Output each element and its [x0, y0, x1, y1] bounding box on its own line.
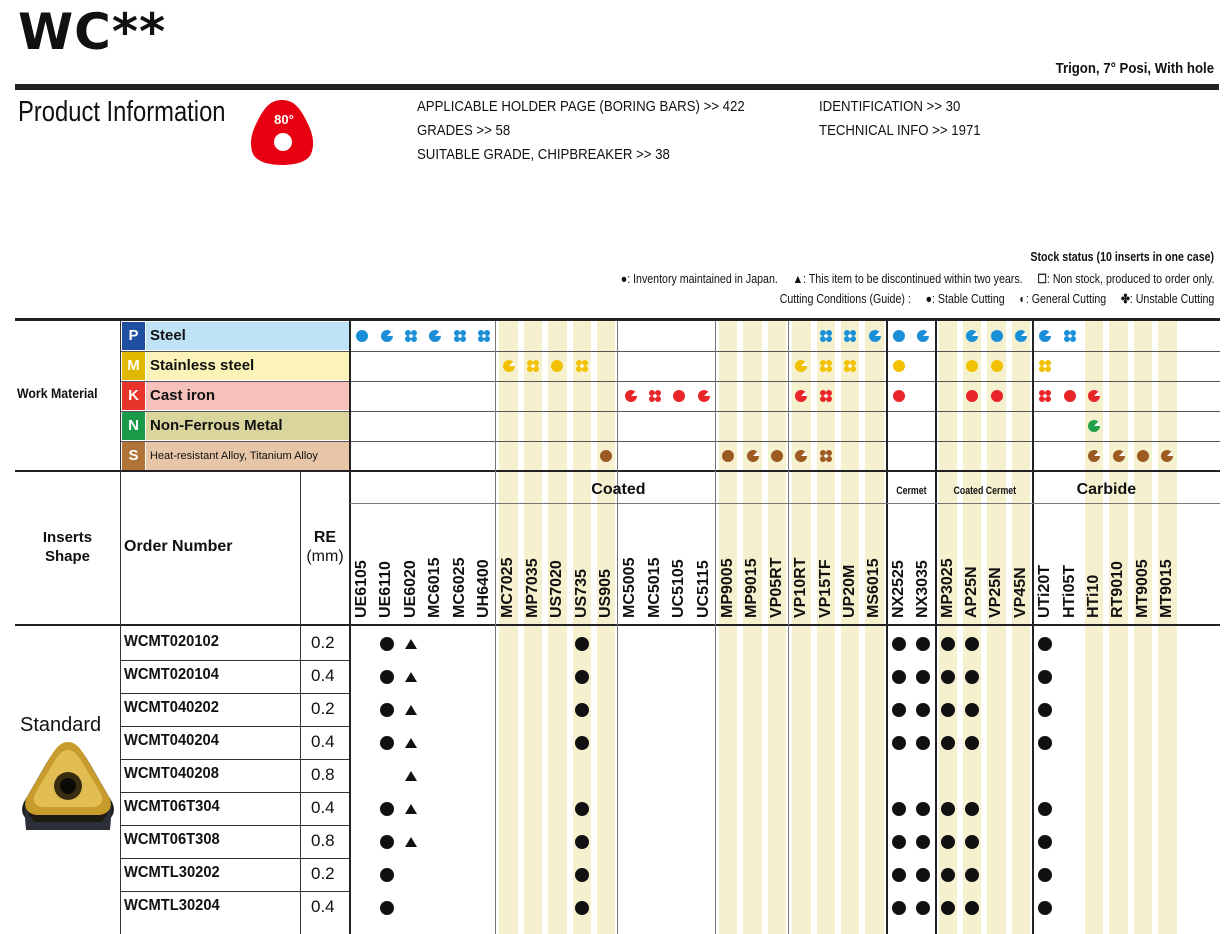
grid-line: [120, 660, 350, 661]
grid-line: [617, 321, 618, 934]
grid-line: [935, 321, 937, 934]
grade-header: HTi05T: [1060, 564, 1078, 618]
inventory-dot-icon: [891, 636, 907, 652]
material-name: Heat-resistant Alloy, Titanium Alloy: [150, 450, 318, 462]
inventory-dot-icon: ●: [620, 272, 627, 286]
discontinued-triangle-icon: [403, 735, 419, 751]
discontinued-triangle-icon: [403, 801, 419, 817]
grade-header: MC6025: [450, 557, 468, 618]
material-name: Non-Ferrous Metal: [150, 417, 283, 434]
grade-header: US735: [572, 569, 590, 618]
order-number[interactable]: WCMTL30202: [124, 864, 220, 881]
grade-header: UTi20T: [1036, 564, 1054, 618]
discontinued-triangle-icon: [403, 669, 419, 685]
material-code: K: [122, 382, 145, 410]
re-value: 0.8: [311, 765, 335, 784]
inventory-dot-icon: [1037, 867, 1053, 883]
inventory-dot-icon: [574, 900, 590, 916]
stable-cutting-icon: [598, 448, 614, 464]
inventory-dot-icon: [1037, 834, 1053, 850]
unstable-cutting-icon: [818, 448, 834, 464]
grade-column-stripe: [548, 321, 566, 934]
grid-line: [120, 792, 350, 793]
grid-line: [495, 321, 496, 934]
grid-line: [120, 693, 350, 694]
grade-header: MC5005: [621, 557, 639, 618]
inventory-dot-icon: [891, 834, 907, 850]
grade-header: VP10RT: [792, 557, 810, 618]
grade-header: VP25N: [987, 567, 1005, 618]
grade-header: MP9015: [743, 558, 761, 618]
material-code: P: [122, 322, 145, 350]
general-cutting-icon: [1013, 328, 1029, 344]
inventory-dot-icon: [379, 636, 395, 652]
grade-header: MC5015: [645, 557, 663, 618]
order-number[interactable]: WCMT06T308: [124, 831, 220, 848]
inserts-shape-header: Inserts Shape: [42, 529, 93, 565]
stable-cutting-icon: [1135, 448, 1151, 464]
grade-header: UC5115: [694, 560, 712, 618]
inventory-dot-icon: [574, 636, 590, 652]
stable-cutting-icon: [989, 388, 1005, 404]
inventory-dot-icon: [915, 702, 931, 718]
grid-line: [715, 321, 716, 934]
inventory-dot-icon: [1037, 735, 1053, 751]
holder-page-link[interactable]: APPLICABLE HOLDER PAGE (BORING BARS) >> 422: [417, 98, 745, 115]
non-stock-box-icon: ☐: [1036, 272, 1047, 286]
inventory-dot-icon: [574, 735, 590, 751]
technical-info-link[interactable]: TECHNICAL INFO >> 1971: [819, 122, 981, 139]
inventory-dot-icon: [915, 900, 931, 916]
material-name: Cast iron: [150, 387, 216, 404]
unstable-cutting-icon: [574, 358, 590, 374]
inventory-dot-icon: [915, 834, 931, 850]
stable-cutting-icon: [891, 388, 907, 404]
grade-header: UC5105: [670, 559, 688, 618]
work-material-label: Work Material: [17, 385, 98, 401]
inventory-dot-icon: [964, 801, 980, 817]
general-cutting-icon: [793, 388, 809, 404]
grade-column-stripe: [1134, 321, 1152, 934]
inventory-dot-icon: [574, 669, 590, 685]
inventory-dot-icon: [574, 702, 590, 718]
inventory-dot-icon: [915, 867, 931, 883]
discontinued-triangle-icon: [403, 768, 419, 784]
inventory-dot-icon: [891, 801, 907, 817]
inventory-dot-icon: [940, 900, 956, 916]
category-label: Standard: [20, 714, 102, 736]
general-cutting-icon: ◐: [1019, 292, 1026, 306]
grade-group-label: Coated: [591, 481, 646, 498]
general-cutting-icon: [915, 328, 931, 344]
grade-column-stripe: [1158, 321, 1176, 934]
grade-column-stripe: [792, 321, 810, 934]
grade-header: UH6400: [475, 559, 492, 618]
inventory-dot-icon: [891, 900, 907, 916]
grade-column-stripe: [1012, 321, 1030, 934]
stable-cutting-icon: [891, 358, 907, 374]
general-cutting-icon: [1037, 328, 1053, 344]
unstable-cutting-icon: [842, 358, 858, 374]
grade-header: AP25N: [963, 566, 980, 618]
material-name: Stainless steel: [150, 357, 255, 374]
inventory-dot-icon: [891, 735, 907, 751]
grade-header: VP15TF: [816, 559, 834, 618]
re-header: RE (mm): [306, 529, 344, 565]
unstable-cutting-icon: [842, 328, 858, 344]
inventory-dot-icon: [940, 735, 956, 751]
re-value: 0.4: [311, 897, 335, 916]
inventory-dot-icon: [379, 834, 395, 850]
grade-group-label: Coated Cermet: [953, 485, 1016, 497]
unstable-cutting-icon: [452, 328, 468, 344]
grade-column-stripe: [865, 321, 883, 934]
stable-cutting-icon: ●: [925, 292, 932, 306]
stable-cutting-icon: [989, 358, 1005, 374]
unstable-cutting-icon: [403, 328, 419, 344]
general-cutting-icon: [793, 448, 809, 464]
stable-cutting-icon: [354, 328, 370, 344]
general-cutting-icon: [867, 328, 883, 344]
re-value: 0.2: [311, 864, 335, 883]
discontinued-triangle-icon: [403, 702, 419, 718]
grid-line: [120, 825, 350, 826]
stable-cutting-icon: [671, 388, 687, 404]
re-value: 0.2: [311, 633, 335, 652]
stable-cutting-icon: [720, 448, 736, 464]
unstable-cutting-icon: [647, 388, 663, 404]
unstable-cutting-icon: [525, 358, 541, 374]
general-cutting-icon: [501, 358, 517, 374]
general-cutting-icon: [379, 328, 395, 344]
grade-column-stripe: [524, 321, 542, 934]
stable-cutting-icon: [964, 388, 980, 404]
stock-status-note: Stock status (10 inserts in one case): [1030, 250, 1214, 264]
inventory-dot-icon: [964, 669, 980, 685]
suitable-grade-link[interactable]: SUITABLE GRADE, CHIPBREAKER >> 38: [417, 146, 670, 163]
discontinued-triangle-icon: ▲: [792, 272, 803, 286]
inventory-dot-icon: [915, 735, 931, 751]
stable-cutting-icon: [549, 358, 565, 374]
order-number[interactable]: WCMT040202: [124, 699, 219, 716]
grade-header: US905: [597, 569, 614, 618]
inventory-dot-icon: [379, 801, 395, 817]
grades-link[interactable]: GRADES >> 58: [417, 122, 511, 139]
inventory-dot-icon: [379, 867, 395, 883]
grid-line: [886, 321, 888, 934]
inventory-dot-icon: [1037, 669, 1053, 685]
inventory-dot-icon: [940, 669, 956, 685]
inventory-dot-icon: [1037, 636, 1053, 652]
re-value: 0.2: [311, 699, 335, 718]
stock-legend: ●: Inventory maintained in Japan. ▲: This item to be discontinued within two years. ☐: Non stock, produced to order only.: [620, 272, 1214, 286]
stable-cutting-icon: [964, 358, 980, 374]
grid-line: [788, 321, 789, 934]
inventory-dot-icon: [940, 702, 956, 718]
grade-header: HTi10: [1085, 574, 1102, 618]
inventory-dot-icon: [940, 636, 956, 652]
stable-cutting-icon: [891, 328, 907, 344]
inventory-dot-icon: [1037, 900, 1053, 916]
inventory-dot-icon: [891, 669, 907, 685]
inventory-dot-icon: [379, 900, 395, 916]
inventory-dot-icon: [1037, 702, 1053, 718]
section-title: Product Information: [18, 96, 226, 128]
order-number[interactable]: WCMT040204: [124, 732, 219, 749]
order-number[interactable]: WCMT040208: [124, 765, 219, 782]
grade-header: NX2525: [889, 560, 907, 618]
material-name: Steel: [150, 327, 186, 344]
grade-column-stripe: [743, 321, 761, 934]
inventory-dot-icon: [915, 636, 931, 652]
grade-group-label: Cermet: [896, 485, 927, 497]
grade-header: RT9010: [1109, 561, 1127, 618]
general-cutting-icon: [1159, 448, 1175, 464]
material-code: S: [122, 442, 145, 470]
inventory-dot-icon: [891, 702, 907, 718]
general-cutting-icon: [964, 328, 980, 344]
inventory-dot-icon: [964, 636, 980, 652]
unstable-cutting-icon: [1062, 328, 1078, 344]
order-number[interactable]: WCMT06T304: [124, 798, 220, 815]
inventory-dot-icon: [574, 801, 590, 817]
grade-column-stripe: [499, 321, 517, 934]
insert-image: [14, 740, 122, 836]
grid-line: [120, 321, 121, 934]
inventory-dot-icon: [964, 834, 980, 850]
grade-header: MP3025: [938, 558, 956, 618]
grade-header: MC7025: [499, 557, 517, 618]
inventory-dot-icon: [940, 867, 956, 883]
grade-column-stripe: [1085, 321, 1103, 934]
grid-line: [120, 858, 350, 859]
grade-column-stripe: [768, 321, 786, 934]
inventory-dot-icon: [379, 702, 395, 718]
inventory-dot-icon: [1037, 801, 1053, 817]
grade-header: UP20M: [841, 564, 858, 618]
inventory-dot-icon: [915, 669, 931, 685]
grid-line: [120, 891, 350, 892]
general-cutting-icon: [793, 358, 809, 374]
inventory-dot-icon: [940, 801, 956, 817]
unstable-cutting-icon: [818, 358, 834, 374]
grade-column-stripe: [817, 321, 835, 934]
inventory-dot-icon: [915, 801, 931, 817]
order-number[interactable]: WCMT020102: [124, 633, 219, 650]
grade-header: UE6110: [377, 561, 395, 618]
grade-column-stripe: [841, 321, 859, 934]
inventory-dot-icon: [379, 669, 395, 685]
stable-cutting-icon: [769, 448, 785, 464]
grade-header: NX3035: [914, 560, 932, 618]
unstable-cutting-icon: [476, 328, 492, 344]
general-cutting-icon: [1086, 388, 1102, 404]
grade-column-stripe: [1109, 321, 1127, 934]
grade-header: MT9015: [1158, 559, 1176, 618]
unstable-cutting-icon: ✤: [1120, 292, 1130, 306]
grade-column-stripe: [987, 321, 1005, 934]
grid-line: [120, 726, 350, 727]
discontinued-triangle-icon: [403, 834, 419, 850]
grade-header: MP7035: [523, 558, 541, 618]
general-cutting-icon: [1086, 448, 1102, 464]
grade-header: VP05RT: [767, 557, 785, 618]
re-value: 0.4: [311, 666, 335, 685]
grade-header: UE6020: [401, 560, 419, 618]
inventory-dot-icon: [964, 702, 980, 718]
grid-line: [1032, 321, 1034, 934]
general-cutting-icon: [1111, 448, 1127, 464]
re-value: 0.4: [311, 798, 335, 817]
stable-cutting-icon: [1062, 388, 1078, 404]
page-title: WC**: [18, 3, 167, 61]
grade-header: MP9005: [719, 558, 736, 618]
inventory-dot-icon: [574, 834, 590, 850]
order-number[interactable]: WCMTL30204: [124, 897, 220, 914]
inventory-dot-icon: [964, 867, 980, 883]
cutting-legend: Cutting Conditions (Guide) : ●: Stable Cutting ◐: General Cutting ✤: Unstable Cutting: [779, 292, 1214, 306]
inventory-dot-icon: [940, 834, 956, 850]
general-cutting-icon: [745, 448, 761, 464]
general-cutting-icon: [427, 328, 443, 344]
discontinued-triangle-icon: [403, 636, 419, 652]
order-number[interactable]: WCMT020104: [124, 666, 219, 683]
grade-header: MT9005: [1133, 559, 1151, 618]
re-value: 0.8: [311, 831, 335, 850]
identification-link[interactable]: IDENTIFICATION >> 30: [819, 98, 961, 115]
stable-cutting-icon: [989, 328, 1005, 344]
general-cutting-icon: [1086, 418, 1102, 434]
grade-column-stripe: [597, 321, 615, 934]
unstable-cutting-icon: [818, 328, 834, 344]
unstable-cutting-icon: [1037, 358, 1053, 374]
inventory-dot-icon: [964, 735, 980, 751]
grade-header: MC6015: [426, 557, 444, 618]
grade-header: UE6105: [353, 560, 370, 618]
unstable-cutting-icon: [1037, 388, 1053, 404]
grade-header: VP45N: [1011, 567, 1029, 618]
grid-line: [120, 759, 350, 760]
inventory-dot-icon: [379, 735, 395, 751]
order-number-header: Order Number: [124, 538, 233, 555]
angle-badge: 80°: [274, 112, 294, 127]
material-code: N: [122, 412, 145, 440]
unstable-cutting-icon: [818, 388, 834, 404]
grade-group-label: Carbide: [1076, 481, 1137, 498]
re-value: 0.4: [311, 732, 335, 751]
material-code: M: [122, 352, 145, 380]
grade-header: MS6015: [865, 558, 883, 618]
page-subtitle: Trigon, 7° Posi, With hole: [1055, 60, 1214, 77]
inventory-dot-icon: [964, 900, 980, 916]
general-cutting-icon: [623, 388, 639, 404]
inventory-dot-icon: [891, 867, 907, 883]
inventory-dot-icon: [574, 867, 590, 883]
general-cutting-icon: [696, 388, 712, 404]
grade-header: US7020: [548, 560, 566, 618]
grade-column-stripe: [719, 321, 737, 934]
